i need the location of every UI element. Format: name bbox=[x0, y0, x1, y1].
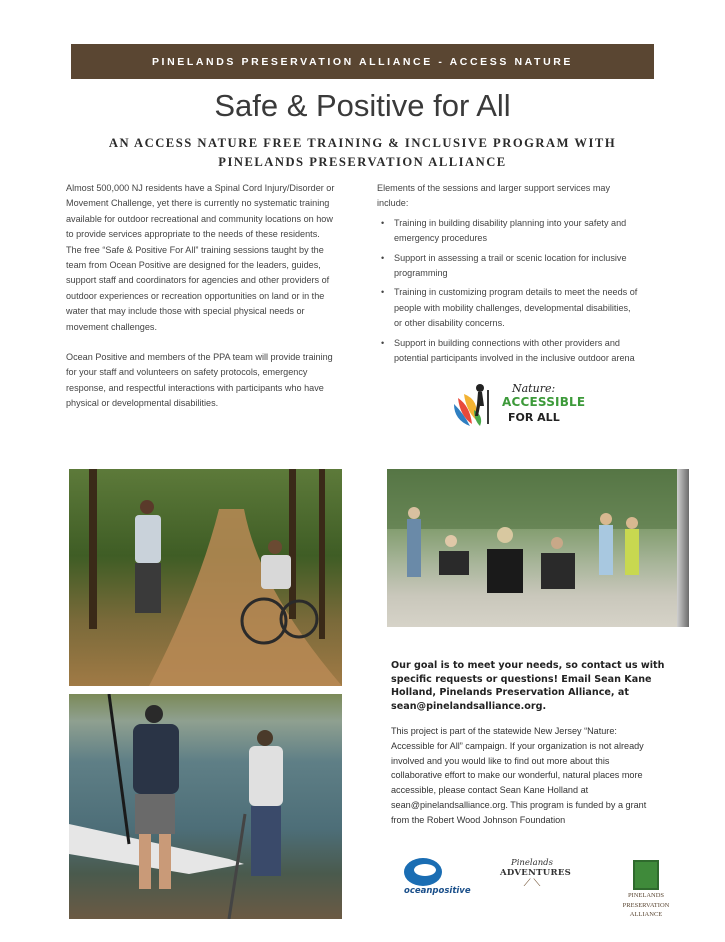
list-item: • Support in assessing a trail or scenic location for inclusive programming bbox=[377, 251, 639, 282]
ppa-line2: PRESERVATION bbox=[622, 901, 670, 909]
elements-list bbox=[377, 216, 639, 367]
ocean-wave-icon bbox=[404, 858, 442, 886]
adventures-line2: ADVENTURES bbox=[500, 868, 572, 878]
header-band-text: PINELANDS PRESERVATION ALLIANCE - ACCESS NATURE bbox=[151, 55, 574, 68]
trail-photo bbox=[69, 469, 342, 686]
page-title: Safe & Positive for All bbox=[214, 88, 511, 123]
hiker-leaf-icon bbox=[450, 380, 500, 430]
header-band bbox=[71, 44, 654, 79]
paddles-icon: ⟋ ⟍ bbox=[523, 878, 541, 889]
wheelchair-group-photo bbox=[387, 469, 689, 627]
pine-tree-icon bbox=[633, 860, 659, 890]
kayak-photo bbox=[69, 694, 342, 919]
goal-text: Our goal is to meet your needs, so contact us with specific requests or questions! Email Sean Kane Holland, Pinelands Preservation Alliance, at sean@pinelandsalliance.org. bbox=[391, 660, 665, 712]
ocean-positive-logo bbox=[404, 858, 474, 896]
photo-shadow-edge bbox=[677, 469, 689, 627]
logo-nature-text: Nature: bbox=[512, 382, 556, 395]
list-item: • Support in building connections with other providers and potential participants involved in the inclusive outdoor arena bbox=[377, 336, 639, 367]
ocean-positive-text: oceanpositive bbox=[404, 886, 471, 896]
logo-accessible-text: ACCESSIBLE bbox=[502, 395, 586, 409]
adventures-line1: Pinelands bbox=[510, 858, 553, 868]
pinelands-adventures-logo bbox=[500, 858, 572, 910]
nature-accessible-logo bbox=[450, 380, 586, 430]
project-text: This project is part of the statewide New Jersey “Nature: Accessible for All” campaign. If your organization is not already involved and you would like to find out more about this collaborative effort to make our wonderful, natural places more accessible, please contact Sean Kane Holland at sean@pinelandsalliance.org. This program is funded by a grant from the Robert Wood Johnson Foundation bbox=[391, 726, 647, 825]
ppa-line1: PINELANDS bbox=[627, 892, 665, 899]
training-paragraph: Ocean Positive and members of the PPA team will provide training for your staff and volunteers on safety protocols, emergency response, and respectful interactions with participants who have physical or developmental disabilities. bbox=[66, 352, 333, 409]
ppa-logo bbox=[620, 860, 672, 916]
left-column bbox=[66, 181, 336, 427]
list-item: • Training in customizing program details to meet the needs of people with mobility challenges, developmental disabilities, or other disability concerns. bbox=[377, 285, 639, 331]
page-subtitle: AN ACCESS NATURE FREE TRAINING & INCLUSIVE PROGRAM WITH PINELANDS PRESERVATION ALLIANCE bbox=[108, 136, 617, 169]
elements-intro: Elements of the sessions and larger support services may include: bbox=[377, 183, 611, 209]
ppa-line3: ALLIANCE bbox=[629, 911, 663, 918]
right-column bbox=[377, 181, 639, 370]
logo-forall-text: FOR ALL bbox=[508, 411, 560, 424]
list-item: • Training in building disability planning into your safety and emergency procedures bbox=[377, 216, 639, 247]
intro-paragraph: Almost 500,000 NJ residents have a Spinal Cord Injury/Disorder or Movement Challenge, yet there is currently no systematic training available for outdoor recreational and community locations on how to provide services appropriate to the needs of these residents. The free “Safe & Positive For All” training sessions taught by the team from Ocean Positive are designed for the leaders, guides, support staff and coordinators for agencies and other providers of outdoor experiences or recreation opportunities on land or in the water that may include those with special physical needs or movement challenges. bbox=[66, 183, 335, 332]
